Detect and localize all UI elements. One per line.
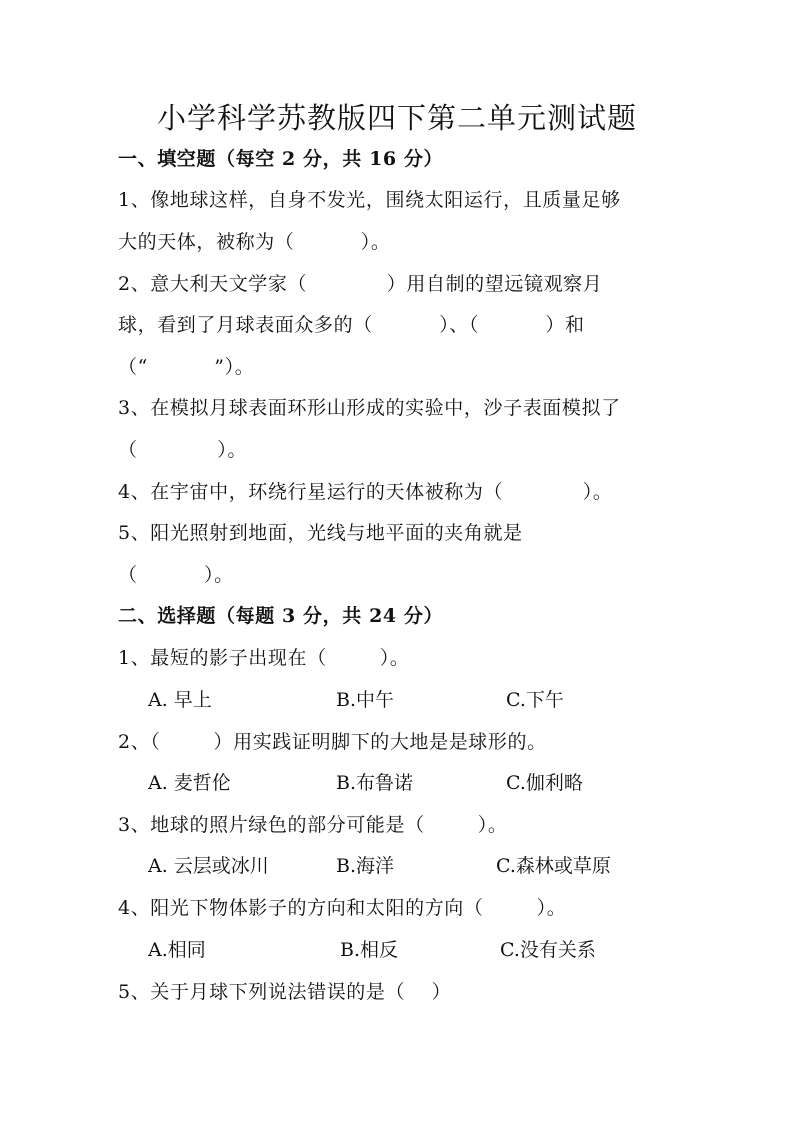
choice-option-a: A. 麦哲伦 <box>148 772 231 794</box>
choice-option-c: C.森林或草原 <box>496 855 611 877</box>
fill-line-5: （“ ”）。 <box>118 356 255 378</box>
fill-line-3: 2、意大利天文学家（ ）用自制的望远镜观察月 <box>118 273 603 295</box>
choice-question-4: 4、阳光下物体影子的方向和太阳的方向（ ）。 <box>118 897 567 919</box>
choice-option-b: B.相反 <box>340 939 399 961</box>
choice-question-3: 3、地球的照片绿色的部分可能是（ ）。 <box>118 814 508 836</box>
choice-option-c: C.没有关系 <box>500 939 596 961</box>
fill-line-7: （ ）。 <box>118 439 247 461</box>
choice-option-a: A. 云层或冰川 <box>148 855 269 877</box>
fill-line-9: 5、阳光照射到地面，光线与地平面的夹角就是 <box>118 522 523 544</box>
fill-line-6: 3、在模拟月球表面环形山形成的实验中，沙子表面模拟了 <box>118 397 621 419</box>
choice-option-b: B.中午 <box>336 689 395 711</box>
choice-option-c: C.下午 <box>506 689 564 711</box>
fill-line-10: （ ）。 <box>118 564 234 586</box>
fill-line-4: 球，看到了月球表面众多的（ ）、（ ）和 <box>118 314 585 336</box>
choice-option-a: A. 早上 <box>148 689 212 711</box>
choice-option-c: C.伽利略 <box>506 772 583 794</box>
choice-option-a: A.相同 <box>148 939 206 961</box>
section2-heading: 二、选择题（每题 3 分，共 24 分） <box>118 605 444 627</box>
fill-line-1: 1、像地球这样，自身不发光，围绕太阳运行，且质量足够 <box>118 189 621 211</box>
choice-option-b: B.海洋 <box>336 855 395 877</box>
fill-line-2: 大的天体，被称为（ ）。 <box>118 231 391 253</box>
choice-option-b: B.布鲁诺 <box>336 772 414 794</box>
choice-question-5: 5、关于月球下列说法错误的是（ ） <box>118 981 452 1003</box>
choice-question-1: 1、最短的影子出现在（ ）。 <box>118 647 410 669</box>
section1-heading: 一、填空题（每空 2 分，共 16 分） <box>118 148 444 170</box>
page-title: 小学科学苏教版四下第二单元测试题 <box>156 101 637 135</box>
choice-question-2: 2、（ ）用实践证明脚下的大地是是球形的。 <box>118 731 547 753</box>
fill-line-8: 4、在宇宙中，环绕行星运行的天体被称为（ ）。 <box>118 481 613 503</box>
